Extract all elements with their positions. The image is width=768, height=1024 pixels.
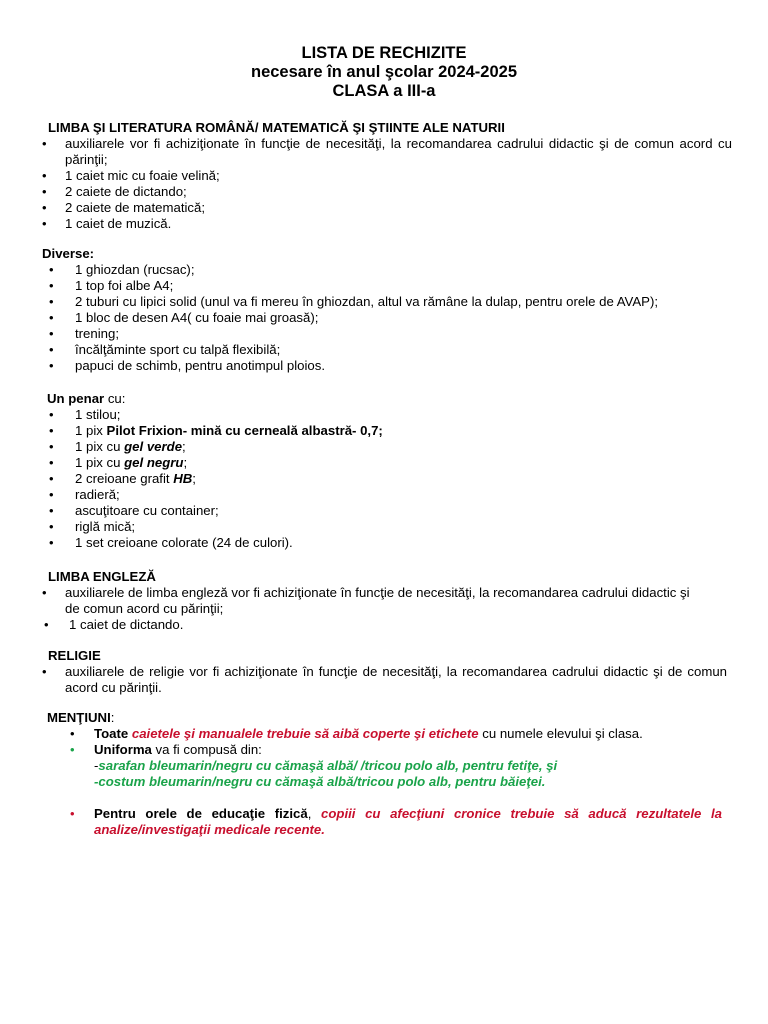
list-item: [42, 471, 732, 487]
list-item-green: sarafan bleumarin/negru cu cămaşă albă/ /tricou polo alb, pentru fetiţe, şi: [98, 758, 558, 773]
section-diverse: [42, 246, 732, 374]
list-item: [42, 617, 732, 633]
bullet-icon: •: [49, 423, 54, 438]
bullet-icon: •: [70, 742, 75, 757]
list-item: [42, 423, 732, 439]
list-item: [42, 664, 727, 696]
list-item: [42, 503, 732, 519]
list-item-bold: Pilot Frixion- mină cu cerneală albastră- 0,7;: [106, 423, 383, 438]
list-engleza: [42, 585, 732, 633]
list-item-text: 2 creioane grafit: [75, 471, 174, 486]
list-item: [42, 278, 732, 294]
bullet-icon: •: [70, 726, 75, 741]
list-penar: [42, 407, 732, 551]
heading-bold: Un penar: [47, 391, 105, 406]
list-item-text: 2 caiete de dictando;: [65, 184, 187, 199]
bullet-icon: •: [42, 216, 47, 231]
list-item-dash: -: [94, 758, 99, 773]
list-item-text: trening;: [75, 326, 119, 341]
list-item-text: auxiliarele vor fi achiziţionate în funcţie de necesităţi, la recomandarea cadrului didactic şi de comun acord cu părinţii;: [65, 136, 732, 167]
list-item-text: 1 bloc de desen A4( cu foaie mai groasă);: [75, 310, 319, 325]
list-item: [42, 342, 732, 358]
list-item-text: papuci de schimb, pentru anotimpul ploios.: [75, 358, 325, 373]
bullet-icon: •: [42, 136, 47, 151]
list-item-text: auxiliarele de religie vor fi achiziţionate în funcţie de necesităţi, la recomandarea cadrului didactic şi de comun acord cu părinţii.: [65, 664, 727, 695]
bullet-icon: •: [42, 200, 47, 215]
list-diverse: [42, 262, 732, 374]
bullet-icon: •: [49, 487, 54, 502]
list-item-red: copiii cu afecţiuni cronice trebuie să aducă rezultatele la analize/investigaţii medicale recente.: [94, 806, 722, 837]
list-item-text: ;: [183, 455, 188, 470]
list-item-text: 2 caiete de matematică;: [65, 200, 206, 215]
list-item: [42, 326, 732, 342]
list-item-text: ;: [182, 439, 186, 454]
list-item-bold: Uniforma: [94, 742, 152, 757]
title-line-2: necesare în anul şcolar 2024-2025: [251, 63, 517, 81]
list-item-emph: gel negru: [124, 455, 184, 470]
list-item-text: 1 stilou;: [75, 407, 121, 422]
bullet-icon: •: [44, 617, 49, 632]
list-item-emph: HB: [173, 471, 193, 486]
list-mentiuni: [42, 726, 732, 838]
bullet-icon: •: [49, 535, 54, 550]
bullet-icon: •: [42, 664, 47, 679]
list-item: [42, 806, 722, 838]
list-item-text: cu numele elevului şi clasa.: [478, 726, 643, 741]
list-item: [42, 535, 732, 551]
list-item-text: radieră;: [75, 487, 120, 502]
list-item-green: -costum bleumarin/negru cu cămaşă albă/tricou polo alb, pentru băieţei.: [94, 774, 546, 789]
heading-rest: cu:: [104, 391, 126, 406]
list-item: [42, 358, 732, 374]
list-item-text: ascuţitoare cu container;: [75, 503, 219, 518]
title-line-3: CLASA a III-a: [332, 82, 436, 100]
list-item-text: 1 top foi albe A4;: [75, 278, 174, 293]
list-item: [42, 216, 732, 232]
list-item: [42, 184, 732, 200]
bullet-icon: •: [49, 519, 54, 534]
bullet-icon: •: [49, 342, 54, 357]
list-item-text: ;: [192, 471, 196, 486]
bullet-icon: •: [42, 585, 47, 600]
list-item-text: 1 pix cu: [75, 455, 125, 470]
list-item-text: va fi compusă din:: [151, 742, 262, 757]
section-heading: Diverse:: [42, 246, 95, 261]
list-item: [42, 455, 732, 471]
list-item: [42, 439, 732, 455]
section-engleza: [42, 569, 732, 633]
list-item: [42, 585, 705, 617]
list-item-text: 1 set creioane colorate (24 de culori).: [75, 535, 293, 550]
section-heading: LIMBA ENGLEZĂ: [48, 569, 156, 584]
list-item: [42, 487, 732, 503]
list-item: [42, 200, 732, 216]
list-item-text: 1 ghiozdan (rucsac);: [75, 262, 195, 277]
list-item-text: auxiliarele de limba engleză vor fi achiziţionate în funcţie de necesităţi, la recomandarea cadrului didactic şi de comun acord cu părinţii;: [65, 585, 690, 616]
bullet-icon: •: [49, 503, 54, 518]
list-item-text: 2 tuburi cu lipici solid (unul va fi mereu în ghiozdan, altul va rămâne la dulap, pentru orele de AVAP);: [75, 294, 659, 309]
bullet-icon: •: [49, 278, 54, 293]
list-item-text: încălţăminte sport cu talpă flexibilă;: [75, 342, 281, 357]
section-heading: LIMBA ŞI LITERATURA ROMÂNĂ/ MATEMATICĂ ŞI ŞTIINTE ALE NATURII: [48, 120, 505, 135]
list-item: [42, 136, 732, 168]
list-item-bold: Toate: [94, 726, 132, 741]
section-religie: [42, 648, 732, 696]
section-romana: [42, 120, 732, 232]
heading-bold: MENŢIUNI: [47, 710, 111, 725]
bullet-icon: •: [49, 358, 54, 373]
bullet-icon: •: [49, 310, 54, 325]
list-item-bold: Pentru orele de educaţie fizică: [94, 806, 308, 821]
bullet-icon: •: [49, 407, 54, 422]
list-romana: [42, 136, 732, 232]
section-heading: [42, 710, 732, 726]
list-item: [42, 742, 732, 790]
list-item-text: 1 caiet de dictando.: [69, 617, 184, 632]
heading-colon: :: [110, 710, 115, 725]
list-item: [42, 519, 732, 535]
section-heading: [42, 391, 732, 407]
section-heading: RELIGIE: [48, 648, 101, 663]
bullet-icon: •: [70, 806, 75, 821]
list-item: [42, 262, 732, 278]
list-item: [42, 726, 732, 742]
list-item-text: ,: [307, 806, 321, 821]
list-item: [42, 168, 732, 184]
bullet-icon: •: [42, 184, 47, 199]
bullet-icon: •: [49, 262, 54, 277]
bullet-icon: •: [49, 294, 54, 309]
list-religie: [42, 664, 732, 696]
bullet-icon: •: [49, 471, 54, 486]
bullet-icon: •: [49, 439, 54, 454]
bullet-icon: •: [49, 455, 54, 470]
list-item-text: 1 pix: [75, 423, 107, 438]
section-penar: [42, 391, 732, 551]
list-item: [42, 294, 732, 310]
bullet-icon: •: [42, 168, 47, 183]
title-line-1: LISTA DE RECHIZITE: [301, 44, 467, 62]
document-title: [0, 44, 768, 101]
list-item-text: riglă mică;: [75, 519, 136, 534]
list-item-emph: gel verde: [124, 439, 183, 454]
list-item: [42, 310, 732, 326]
list-item-red: caietele şi manualele trebuie să aibă coperte şi etichete: [131, 726, 479, 741]
bullet-icon: •: [49, 326, 54, 341]
section-mentiuni: [42, 710, 732, 838]
list-item-text: 1 pix cu: [75, 439, 125, 454]
list-item-text: 1 caiet de muzică.: [65, 216, 172, 231]
list-item: [42, 407, 732, 423]
list-item-text: 1 caiet mic cu foaie velină;: [65, 168, 220, 183]
